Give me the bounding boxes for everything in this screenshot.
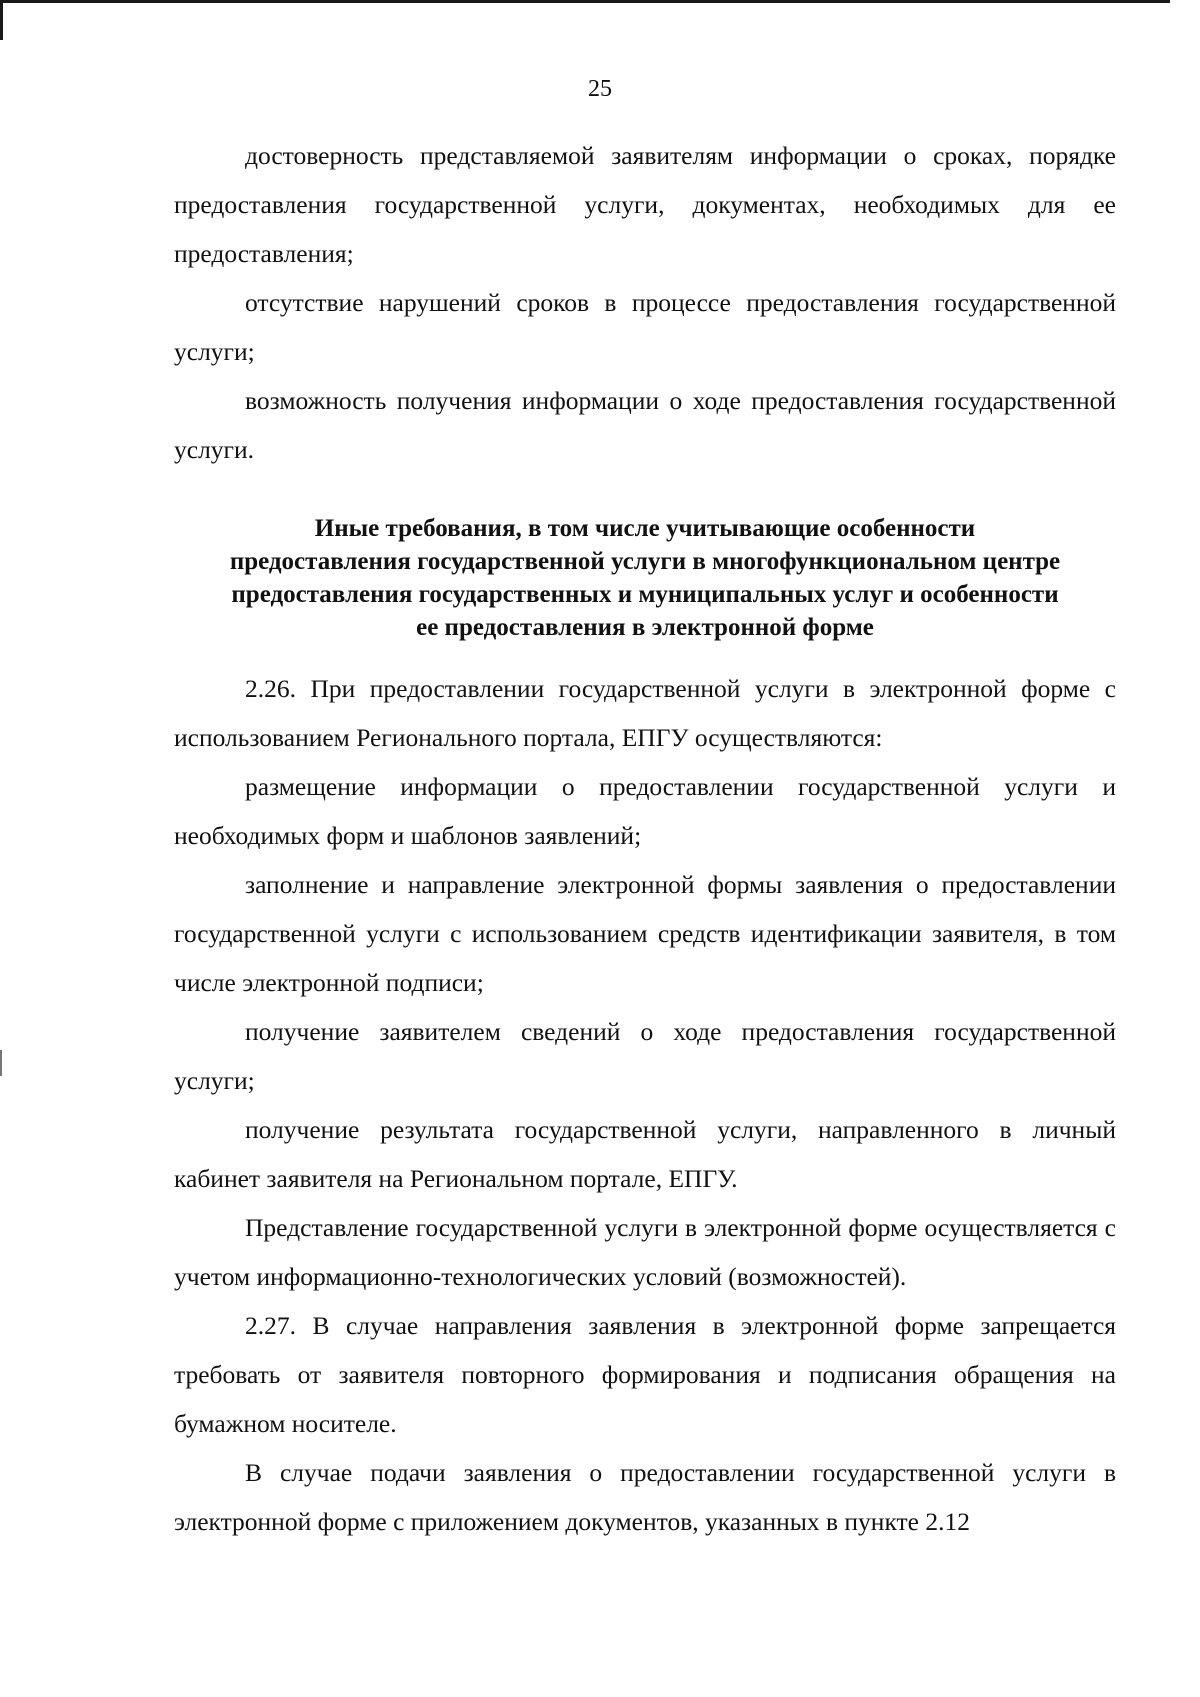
- heading-line: ее предоставления в электронной форме: [416, 614, 874, 641]
- paragraph-reliability: достоверность представляемой заявителям информации о сроках, порядке предоставления государственной услуги, документах, необходимых для ее предоставления;: [174, 141, 1116, 268]
- heading-line: предоставления государственных и муниципальных услуг и особенности: [231, 581, 1059, 608]
- paragraph-no-violations: отсутствие нарушений сроков в процессе предоставления государственной услуги;: [174, 288, 1116, 366]
- paragraph-application-submission: В случае подачи заявления о предоставлении государственной услуги в электронной форме с приложением документов, указанных в пункте 2.12: [174, 1458, 1116, 1536]
- paragraph-result-delivery: получение результата государственной услуги, направленного в личный кабинет заявителя на Региональном портале, ЕПГУ.: [174, 1115, 1116, 1193]
- heading-line: Иные требования, в том числе учитывающие особенности: [314, 515, 976, 542]
- paragraph-status-info: получение заявителем сведений о ходе предоставления государственной услуги;: [174, 1017, 1116, 1095]
- paragraph-electronic-provision: Представление государственной услуги в электронной форме осуществляется с учетом информационно-технологических условий (возможностей).: [174, 1213, 1116, 1291]
- document-body: [174, 131, 1116, 1546]
- paragraph-info-placement: размещение информации о предоставлении государственной услуги и необходимых форм и шаблонов заявлений;: [174, 772, 1116, 850]
- paragraph-form-filling: заполнение и направление электронной формы заявления о предоставлении государственной услуги с использованием средств идентификации заявителя, в том числе электронной подписи;: [174, 870, 1116, 997]
- page-number: 25: [588, 76, 612, 102]
- scan-edge-left: [0, 0, 3, 40]
- scan-edge-top: [0, 0, 1170, 3]
- heading-line: предоставления государственной услуги в многофункциональном центре: [229, 548, 1061, 575]
- paragraph-2-27: 2.27. В случае направления заявления в электронной форме запрещается требовать от заявителя повторного формирования и подписания обращения на бумажном носителе.: [174, 1311, 1116, 1438]
- section-heading: [174, 512, 1116, 644]
- paragraph-progress-info: возможность получения информации о ходе предоставления государственной услуги.: [174, 386, 1116, 464]
- scan-edge-mark: [0, 1050, 2, 1076]
- paragraph-2-26: 2.26. При предоставлении государственной услуги в электронной форме с использованием Регионального портала, ЕПГУ осуществляются:: [174, 674, 1116, 752]
